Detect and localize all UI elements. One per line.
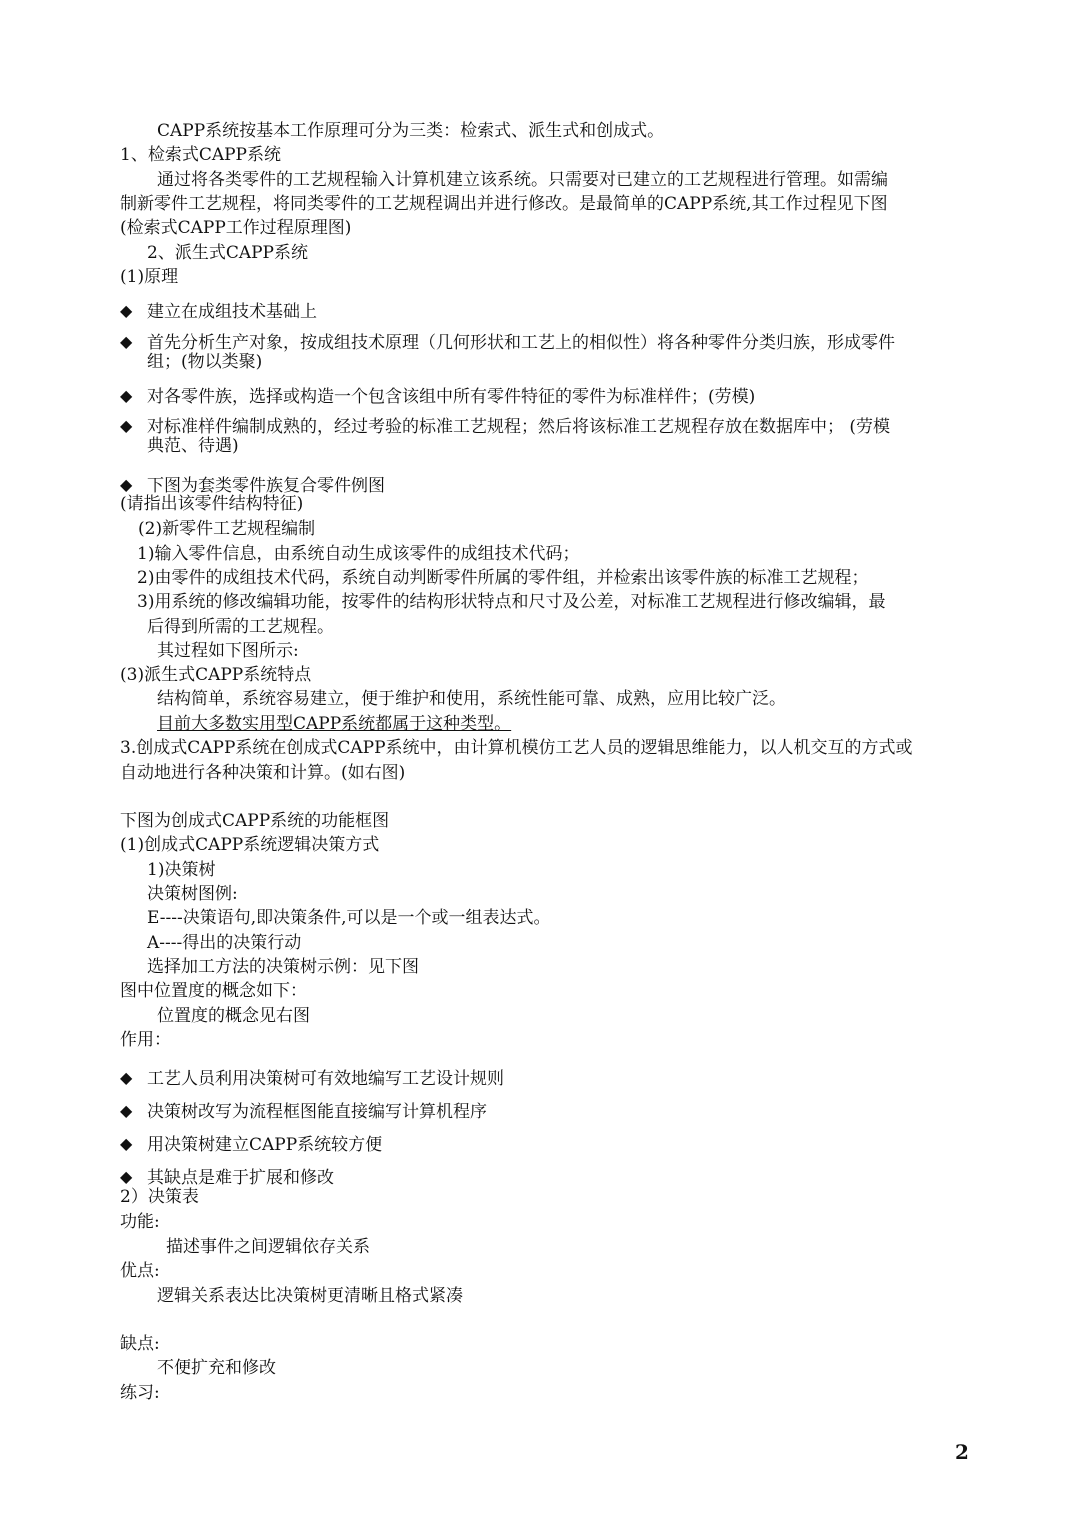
subheading-decision-tree: 1)决策树 <box>147 860 216 880</box>
label-function: 功能: <box>120 1212 160 1232</box>
diamond-bullet-icon: ◆ <box>120 332 133 351</box>
paragraph-line: A----得出的决策行动 <box>147 933 302 953</box>
diamond-bullet-icon: ◆ <box>120 416 133 435</box>
diamond-bullet-icon: ◆ <box>120 1068 133 1087</box>
bullet-item: 首先分析生产对象，按成组技术原理（几何形状和工艺上的相似性）将各种零件分类归族，形成零件 <box>147 333 895 353</box>
paragraph-line: 自动地进行各种决策和计算。(如右图) <box>120 763 406 783</box>
diamond-bullet-icon: ◆ <box>120 1134 133 1153</box>
subheading-features: (3)派生式CAPP系统特点 <box>120 665 312 685</box>
paragraph-line: 其过程如下图所示: <box>157 641 299 661</box>
step-line: 2)由零件的成组技术代码，系统自动判断零件所属的零件组，并检索出该零件族的标准工艺规程； <box>137 568 869 588</box>
label-disadvantages: 缺点: <box>120 1334 160 1354</box>
step-line-continuation: 后得到所需的工艺规程。 <box>147 617 334 637</box>
intro-line: CAPP系统按基本工作原理可分为三类：检索式、派生式和创成式。 <box>157 121 665 141</box>
page-number: 2 <box>955 1440 969 1464</box>
paragraph-line: 作用： <box>120 1030 171 1050</box>
bullet-item: 下图为套类零件族复合零件例图 <box>147 476 385 496</box>
paragraph-line: 下图为创成式CAPP系统的功能框图 <box>120 811 390 831</box>
underlined-line: 目前大多数实用型CAPP系统都属于这种类型。 <box>157 714 512 734</box>
paragraph-line: (检索式CAPP工作过程原理图) <box>120 218 352 238</box>
section-heading-generative: 3.创成式CAPP系统在创成式CAPP系统中，由计算机模仿工艺人员的逻辑思维能力，以人机交互的方式或 <box>120 738 913 758</box>
paragraph-line: E----决策语句,即决策条件,可以是一个或一组表达式。 <box>147 908 551 928</box>
paragraph-line: 结构简单，系统容易建立，便于维护和使用，系统性能可靠、成熟，应用比较广泛。 <box>157 689 786 709</box>
paragraph-line: 通过将各类零件的工艺规程输入计算机建立该系统。只需要对已建立的工艺规程进行管理。如需编 <box>157 170 888 190</box>
paragraph-line: (请指出该零件结构特征) <box>120 494 304 514</box>
bullet-item: 决策树改写为流程框图能直接编写计算机程序 <box>147 1102 487 1122</box>
paragraph-line: 选择加工方法的决策树示例：见下图 <box>147 957 419 977</box>
subheading-new-part: (2)新零件工艺规程编制 <box>138 519 316 539</box>
paragraph-line: 描述事件之间逻辑依存关系 <box>166 1237 370 1257</box>
diamond-bullet-icon: ◆ <box>120 1167 133 1186</box>
diamond-bullet-icon: ◆ <box>120 301 133 320</box>
bullet-item-continuation: 典范、待遇) <box>147 436 239 456</box>
bullet-item: 对各零件族，选择或构造一个包含该组中所有零件特征的零件为标准样件；(劳模) <box>147 387 756 407</box>
paragraph-line: 图中位置度的概念如下： <box>120 981 307 1001</box>
section-heading-retrieval: 1、检索式CAPP系统 <box>120 145 281 165</box>
bullet-item: 用决策树建立CAPP系统较方便 <box>147 1135 383 1155</box>
subheading-decision-table: 2）决策表 <box>120 1187 199 1207</box>
diamond-bullet-icon: ◆ <box>120 475 133 494</box>
bullet-item: 工艺人员利用决策树可有效地编写工艺设计规则 <box>147 1069 504 1089</box>
paragraph-line: 不便扩充和修改 <box>157 1358 276 1378</box>
paragraph-line: 位置度的概念见右图 <box>157 1006 310 1026</box>
diamond-bullet-icon: ◆ <box>120 386 133 405</box>
step-line: 3)用系统的修改编辑功能，按零件的结构形状特点和尺寸及公差，对标准工艺规程进行修改编辑，最 <box>137 592 886 612</box>
bullet-item: 建立在成组技术基础上 <box>147 302 317 322</box>
label-exercise: 练习: <box>120 1383 160 1403</box>
label-advantages: 优点: <box>120 1261 160 1281</box>
subheading-logic-decision: (1)创成式CAPP系统逻辑决策方式 <box>120 835 380 855</box>
subheading-principle: (1)原理 <box>120 267 179 287</box>
bullet-item: 其缺点是难于扩展和修改 <box>147 1168 334 1188</box>
step-line: 1)输入零件信息，由系统自动生成该零件的成组技术代码； <box>137 544 580 564</box>
paragraph-line: 逻辑关系表达比决策树更清晰且格式紧凑 <box>157 1286 463 1306</box>
section-heading-variant: 2、派生式CAPP系统 <box>147 243 308 263</box>
bullet-item-continuation: 组；(物以类聚) <box>147 352 263 372</box>
paragraph-line: 制新零件工艺规程，将同类零件的工艺规程调出并进行修改。是最简单的CAPP系统,其工作过程见下图 <box>120 194 888 214</box>
diamond-bullet-icon: ◆ <box>120 1101 133 1120</box>
bullet-item: 对标准样件编制成熟的，经过考验的标准工艺规程；然后将该标准工艺规程存放在数据库中； (劳模 <box>147 417 891 437</box>
paragraph-line: 决策树图例: <box>147 884 238 904</box>
